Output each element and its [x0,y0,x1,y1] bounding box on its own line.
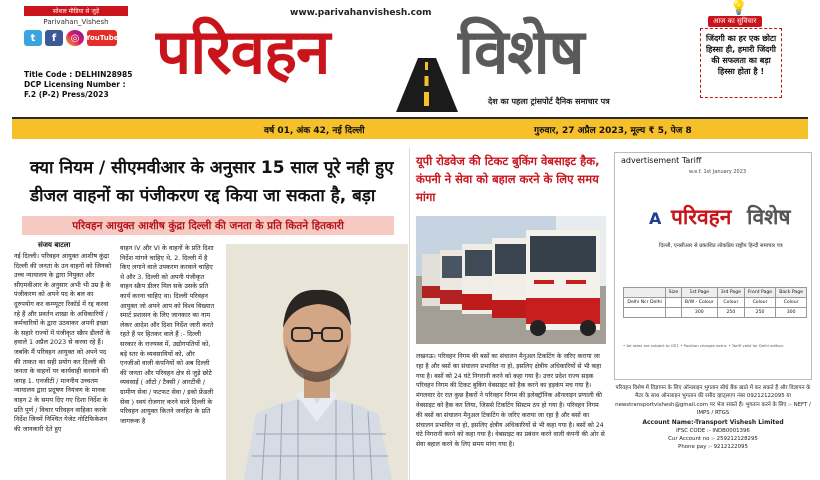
ad-tariff-title: advertisement Tariff [621,156,702,165]
table-cell: B/W - Colour [681,298,717,308]
table-cell [666,308,681,318]
ad-column [614,152,812,480]
article-column-2: वाहन IV और VI के वाहनों के प्रति दिशा निर्देश मांगने चाहिए थे, 2. दिल्ली में है किए लगाने वाले उपकरण करवाने चाहिए थे और 3. दिल्ली को अपनी पंजीकृत वाहन स्क्रैप डीलर मिल सके उसके प्रति कार्य करना चाहिए था। दिल्ली परिवहन आयुक्त जो अपने आप को विश्व विख्यात स्मार्ट प्रशासन के लिए जानकार का नाम लेकर आदेश और दिशा निर्देश जारी करते रहते हैं पर हितकर वाले हैं :- दिल्ली सरकार के राज्यस्व में, उद्योगपतियों को, बड़े स्तर के व्यवसायियों को, और एनजीओ वाली कंपनियों को अब दिल्ली की जनता और परिवहन क्षेत्र से जुड़े छोटे व्यवसाई ( ऑटो / टैक्सी / आरटीवी / ग्रामीण सेवा / फटफट सेवा / इको फ्रेंडली सेवा ) स्वयं रोजगार करने वाले दिल्ली के परिवहन आयुक्त कितने जनहित के प्रति जागरूक है [120,244,215,425]
social-icons [24,30,128,46]
road-icon [396,58,458,112]
masthead-title-right: विशेष [458,15,584,88]
table-cell: Back Page [776,288,807,298]
ad-logo-right: विशेष [747,204,791,229]
edition-date-price: गुरुवार, 27 अप्रैल 2023, मूल्य ₹ 5, पेज 8 [534,125,692,136]
masthead-title-left: परिवहन [156,15,330,88]
table-cell: 250 [744,308,775,318]
quote-of-the-day: जिंदगी का हर एक छोटा हिस्सा ही, हमारी जिंदगी की सफलता का बड़ा हिस्सा होता है ! [700,28,782,98]
payment-info [614,382,812,480]
table-cell: Size [666,288,681,298]
table-cell: Front Page [744,288,775,298]
edition-bar [12,117,808,139]
official-portrait-photo [226,244,408,480]
ad-tariff-wef: w.e.f. 1st January 2023 [689,169,747,175]
quote-label: आज का सुविचार [708,16,762,27]
masthead [0,0,820,118]
ad-tariff-card[interactable] [614,152,812,380]
payment-intro: परिवहन विशेष में विज्ञापन के लिए ऑनलाइन भुगतान सीधे बैंक खाते में कर सकते हैं और विज्ञापन के मैटर के साथ ऑनलाइन भुगतान की रसीद व्हाट्सएप नंबर 09212122095 या newstransportvishesh@gmail.com पर भेज सकते हैं। भुगतान करने के लिए :- NEFT / IMPS / RTGS [615,385,811,417]
dcp-number: F.2 (P-2) Press/2023 [24,90,109,99]
table-cell [666,298,681,308]
table-cell: 300 [681,308,717,318]
table-cell: 300 [776,308,807,318]
main-headline-line2: डीजल वाहनों का पंजीकरण रद्द किया जा सकता है, बड़ा [30,186,376,206]
twitter-icon[interactable]: t [24,30,42,46]
registration-info [24,70,154,100]
byline: संजय बाटला [38,241,71,249]
social-tag: सोशल मीडिया से जुड़ें [24,6,128,16]
main-story [12,148,410,480]
title-code: Title Code : DELHIN28985 [24,70,133,79]
lightbulb-icon: 💡 [730,0,748,16]
site-url[interactable]: www.parivahanvishesh.com [290,8,432,18]
social-box [24,6,128,46]
mid-article-body: लखनऊ। परिवहन निगम की बसों का संचालन मैनुअल टिकटिंग के जरिए कराया जा रहा है और बसों का संचालन प्रभावित ना हो, इसलिए क्षेत्रीय अधिकारियों से भी कहा गया है। बसों को 24 घंटे निगरानी करने को कहा गया है। उत्तर प्रदेश राज्य सड़क परिवहन निगम की टिकट बुकिंग वेबसाइट को हैक करने का हड़कंप मच गया है। मंगलवार देर रात कुछ हैकरों ने परिवहन निगम की इलेक्ट्रॉनिक ऑनलाइन प्रणाली की वेबसाइट को हैक कर लिया, जिससे टिकटिंग सिस्टम ठप हो गया है। परिवहन निगम की बसों का संचालन मैनुअल टिकटिंग के जरिए कराया जा रहा है और बसों का संचालन प्रभावित ना हो, इसलिए क्षेत्रीय अधिकारियों से भी कहा गया है। बसों को 24 घंटे निगरानी करने को कहा गया है। वेबसाइट का प्रबंधन करने वाली कंपनी की ओर से सेवा बहाल करने के लिए समय मांगा गया है। [416,353,605,449]
youtube-icon[interactable]: YouTube [87,30,117,46]
mid-story [416,152,606,480]
mid-headline[interactable]: यूपी रोडवेज की टिकट बुकिंग वेबसाइट हैक, कंपनी ने सेवा को बहाल करने के लिए समय मांगा [416,154,600,204]
ifsc-code: IFSC CODE :- INDB0001396 [676,427,750,434]
table-cell: 250 [717,308,744,318]
table-row [624,288,807,298]
table-cell: Colour [776,298,807,308]
table-row [624,308,807,318]
buses-photo [416,216,606,344]
phone-pay: Phone pay :- 9212122095 [678,444,748,451]
ad-rate-table [623,287,807,318]
brand-logo-icon: A [649,209,662,228]
table-cell: 1st Page [681,288,717,298]
table-cell [624,288,666,298]
account-number: Cur Account no :- 259212128295 [668,436,758,443]
table-cell [624,308,666,318]
table-cell: Delhi Ncr Delhi [624,298,666,308]
table-cell: Colour [744,298,775,308]
main-headline-line1: क्या नियम / सीएमवीआर के अनुसार 15 साल पूरे नही हुए [30,158,394,178]
account-name: Account Name:-Transport Vishesh Limited [642,418,784,426]
dcp-label: DCP Licensing Number : [24,80,126,89]
ad-logo-sub: दिल्ली, एनसीआर से प्रकाशित लोकप्रिय राष्ट्रीय हिन्दी समाचार पत्र [659,243,783,249]
edition-volume: वर्ष 01, अंक 42, नई दिल्ली [264,125,365,136]
ad-logo-left: परिवहन [671,204,732,229]
main-subhead: परिवहन आयुक्त आशीष कुंद्रा दिल्ली की जनता के प्रति कितने हितकारी [22,216,394,235]
ad-notes: • Ad rates are subject to GST. • Position charges extra. • Tariff valid for Delhi edition. [623,343,785,348]
table-cell: 3rd Page [717,288,744,298]
table-row [624,298,807,308]
article-column-1: नई दिल्ली। परिवहन आयुक्त आशीष कुंद्रा दिल्ली की जनता के उन वाहनों को जिनको उच्च न्यायालय के द्वारा नियुक्त और सीएमवीआर के अनुसार अभी भी उम्र है के पंजीकरण को अपने पद के बल का दुरुपयोग कर कम्प्यूटर रिकॉर्ड में रद्द करवा रहे हैं और प्रवर्तन शाखा के अधिकारियों / कर्मचारियों के द्वारा उठवाकर अपनी इच्छा के सहारे राज्यों में पंजीकृत स्क्रैप डीलरों के हवाले 1 अप्रैल 2023 से करवा रहे हैं। जबकि मैं परिवहन आयुक्त को अपने पद की ताकत का सही प्रयोग कर दिल्ली की जनता के वाहनों पर कार्यवाही करवाने की जगह 1. एनजीटी / माननीय उच्चतम न्यायालय द्वारा प्रदूषण नियंत्रण के मानक वाहन 2 के समय दिए गए दिशा निर्देश के प्रति पूर्ण / विचार परिवहन वाहिका करके निर्देश जिनमें निश्चित गेजेट नोटिफिकेशन की जानकारी देते हुए [14,252,112,433]
table-cell: Colour [717,298,744,308]
instagram-icon[interactable]: ◎ [66,30,84,46]
tagline: देश का पहला ट्रांसपोर्ट दैनिक समाचार पत्र [488,97,610,106]
facebook-icon[interactable]: f [45,30,63,46]
social-handle: Parivahan_Vishesh [43,18,109,26]
